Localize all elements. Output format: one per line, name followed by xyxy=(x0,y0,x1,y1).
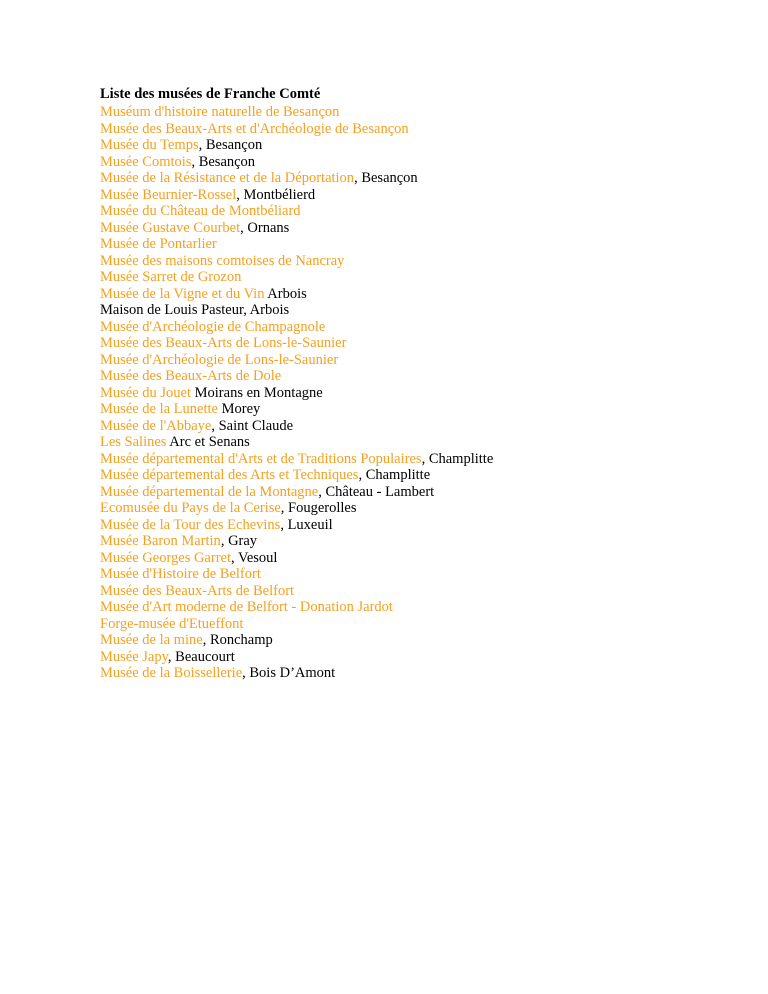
museum-list-item xyxy=(100,203,700,220)
museum-link[interactable]: Musée départemental de la Montagne xyxy=(100,483,319,500)
museum-location: , Fougerolles xyxy=(280,500,357,516)
museum-list-item xyxy=(100,484,700,501)
museum-list-item xyxy=(100,500,700,517)
museum-list-item xyxy=(100,220,700,237)
museum-list-item xyxy=(100,566,700,583)
museum-link[interactable]: Musée Japy xyxy=(100,648,168,665)
museum-list-item xyxy=(100,335,700,352)
museum-list-item xyxy=(100,533,700,550)
museum-list-item xyxy=(100,187,700,204)
museum-list-item xyxy=(100,236,700,253)
museum-link[interactable]: Muséum d'histoire naturelle de Besançon xyxy=(100,104,340,120)
museum-location: , Ornans xyxy=(240,219,290,236)
museum-location: Arc et Senans xyxy=(166,434,250,450)
museum-location: , Beaucourt xyxy=(167,648,235,665)
museum-location: , Montbélierd xyxy=(236,186,316,203)
museum-list-item xyxy=(100,253,700,270)
document-title: Liste des musées de Franche Comté xyxy=(100,86,321,102)
museum-location: , Champlitte xyxy=(421,450,494,467)
museum-link[interactable]: Musée du Temps xyxy=(100,137,199,153)
museum-link[interactable]: Musée de la Boissellerie xyxy=(100,665,243,681)
museum-link[interactable]: Musée de la Lunette xyxy=(100,401,218,417)
museum-link[interactable]: Forge-musée d'Etueffont xyxy=(100,615,244,632)
museum-location: Moirans en Montagne xyxy=(191,384,323,401)
museum-list-item xyxy=(100,368,700,385)
museum-list-item xyxy=(100,599,700,616)
museum-location: , Château - Lambert xyxy=(318,483,435,500)
museum-list-item xyxy=(100,550,700,567)
museum-link[interactable]: Musée départemental d'Arts et de Traditions Populaires xyxy=(100,450,422,467)
museum-list-item xyxy=(100,616,700,633)
museum-link[interactable]: Musée d'Histoire de Belfort xyxy=(100,566,261,582)
museum-location: , Gray xyxy=(220,533,258,549)
museum-list-item xyxy=(100,104,700,121)
museum-link[interactable]: Musée Baron Martin xyxy=(100,533,221,549)
museum-location: , Luxeuil xyxy=(280,516,333,533)
document-page xyxy=(100,86,700,682)
museum-list-item xyxy=(100,632,700,649)
museum-list-item xyxy=(100,319,700,336)
museum-location: Maison de Louis Pasteur, Arbois xyxy=(100,302,290,318)
museum-link[interactable]: Musée Sarret de Grozon xyxy=(100,269,242,285)
museum-list-item xyxy=(100,302,700,319)
museum-link[interactable]: Musée de la Vigne et du Vin xyxy=(100,285,265,302)
museum-location: , Ronchamp xyxy=(202,632,273,648)
museum-list-item xyxy=(100,583,700,600)
museum-link[interactable]: Musée Comtois xyxy=(100,153,192,170)
museum-list-item xyxy=(100,385,700,402)
museum-link[interactable]: Musée du Jouet xyxy=(100,384,192,401)
museum-link[interactable]: Ecomusée du Pays de la Cerise xyxy=(100,500,281,516)
museum-location: , Bois D’Amont xyxy=(242,665,336,681)
museum-list-item xyxy=(100,418,700,435)
museum-link[interactable]: Musée de la Résistance et de la Déportation xyxy=(100,170,355,186)
museum-link[interactable]: Musée départemental des Arts et Techniques xyxy=(100,467,359,483)
museum-location: , Besançon xyxy=(354,170,418,186)
museum-link[interactable]: Musée d'Archéologie de Champagnole xyxy=(100,318,326,335)
museum-link[interactable]: Musée des Beaux-Arts et d'Archéologie de Besançon xyxy=(100,120,409,137)
museum-link[interactable]: Musée des Beaux-Arts de Dole xyxy=(100,368,282,384)
museum-link[interactable]: Musée des maisons comtoises de Nancray xyxy=(100,252,345,269)
museum-list-item xyxy=(100,121,700,138)
museum-list-item xyxy=(100,269,700,286)
museum-link[interactable]: Musée d'Archéologie de Lons-le-Saunier xyxy=(100,351,339,368)
museum-link[interactable]: Musée de l'Abbaye xyxy=(100,417,212,434)
museum-location: Morey xyxy=(217,401,261,417)
museum-list-item xyxy=(100,467,700,484)
museum-link[interactable]: Musée Gustave Courbet xyxy=(100,219,241,236)
museum-link[interactable]: Musée Beurnier-Rossel xyxy=(100,186,237,203)
museum-location: Arbois xyxy=(264,285,307,302)
museum-link[interactable]: Les Salines xyxy=(100,434,167,450)
museum-list-item xyxy=(100,170,700,187)
museum-link[interactable]: Musée Georges Garret xyxy=(100,549,231,566)
museum-link[interactable]: Musée des Beaux-Arts de Belfort xyxy=(100,582,295,599)
museum-link[interactable]: Musée de la Tour des Echevins xyxy=(100,516,281,533)
museum-list-item xyxy=(100,517,700,534)
museum-link[interactable]: Musée de Pontarlier xyxy=(100,236,217,252)
museum-list-item xyxy=(100,434,700,451)
museum-link[interactable]: Musée du Château de Montbéliard xyxy=(100,203,301,219)
museum-list-item xyxy=(100,137,700,154)
museum-location: , Besançon xyxy=(191,153,256,170)
museum-list xyxy=(100,104,700,682)
museum-link[interactable]: Musée d'Art moderne de Belfort - Donation Jardot xyxy=(100,599,393,615)
museum-list-item xyxy=(100,154,700,171)
museum-list-item xyxy=(100,286,700,303)
museum-link[interactable]: Musée de la mine xyxy=(100,632,203,648)
museum-list-item xyxy=(100,451,700,468)
museum-list-item xyxy=(100,401,700,418)
museum-list-item xyxy=(100,665,700,682)
museum-link[interactable]: Musée des Beaux-Arts de Lons-le-Saunier xyxy=(100,335,347,351)
museum-location: , Vesoul xyxy=(231,549,278,566)
museum-location: , Champlitte xyxy=(358,467,431,483)
museum-location: , Besançon xyxy=(198,137,263,153)
museum-list-item xyxy=(100,649,700,666)
museum-location: , Saint Claude xyxy=(211,417,294,434)
museum-list-item xyxy=(100,352,700,369)
